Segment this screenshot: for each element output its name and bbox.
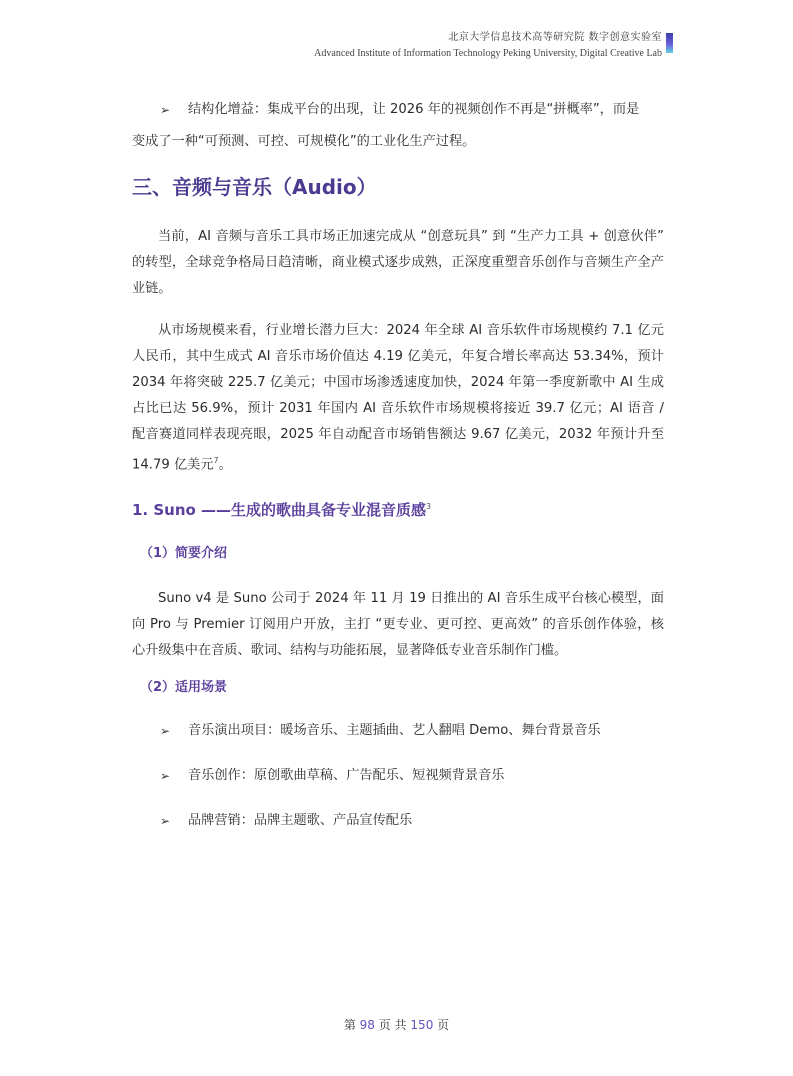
bullet-arrow-icon: ➢	[160, 814, 171, 828]
header-accent-bar	[666, 33, 673, 53]
bullet-arrow-icon: ➢	[160, 724, 171, 738]
subsection-title-text: 1. Suno ——生成的歌曲具备专业混音质感	[132, 501, 427, 519]
paragraph-2-text: 从市场规模来看，行业增长潜力巨大：2024 年全球 AI 音乐软件市场规模约 7.1 亿元人民币，其中生成式 AI 音乐市场价值达 4.19 亿美元，年复合增长率高达 53.34%，预计 2034 年将突破 225.7 亿美元；中国市场渗透速度加快，2024 年第一季度新歌中 AI 生成占比已达 56.9%，预计 2031 年国内 AI 音乐软件市场规模将接近 39.7 亿元；AI 语音 / 配音赛道同样表现亮眼，2025 年自动配音市场销售额达 9.67 亿美元，2032 年预计升至 14.79 亿美元	[132, 323, 664, 473]
scenes-heading: （2）适用场景	[140, 680, 228, 695]
top-bullet-line1: 结构化增益：集成平台的出现，让 2026 年的视频创作不再是“拼概率”，而是	[188, 102, 640, 117]
bullet-arrow-icon: ➢	[160, 103, 171, 117]
top-bullet-line2: 变成了一种“可预测、可控、可规模化”的工业化生产过程。	[132, 134, 476, 149]
subsection-title	[132, 497, 431, 520]
paragraph-2-end: 。	[218, 457, 232, 473]
scene-item	[160, 808, 412, 834]
intro-heading: （1）简要介绍	[140, 546, 228, 561]
footnote-ref: 7	[213, 456, 219, 465]
section-title: 三、音频与音乐（Audio）	[132, 175, 377, 199]
paragraph-2	[132, 318, 664, 478]
footer-middle: 页 共	[378, 1018, 407, 1032]
footer-suffix: 页	[437, 1018, 450, 1032]
top-bullet-item	[132, 97, 664, 155]
intro-paragraph	[132, 586, 664, 664]
paragraph-1	[132, 224, 664, 302]
total-page-number: 150	[410, 1018, 434, 1032]
page-header	[314, 32, 662, 60]
header-institute-en: Advanced Institute of Information Technology Peking University, Digital Creative Lab	[314, 48, 662, 59]
scene-item-text: 音乐创作：原创歌曲草稿、广告配乐、短视频背景音乐	[188, 768, 505, 783]
paragraph-1-text: 当前，AI 音频与音乐工具市场正加速完成从 “创意玩具” 到 “生产力工具 + 创意伙伴” 的转型，全球竞争格局日趋清晰，商业模式逐步成熟，正深度重塑音乐创作与音频生产全产业链。	[132, 229, 664, 296]
scene-item-text: 品牌营销：品牌主题歌、产品宣传配乐	[188, 813, 413, 828]
header-institute-cn: 北京大学信息技术高等研究院 数字创意实验室	[448, 32, 662, 43]
intro-paragraph-text: Suno v4 是 Suno 公司于 2024 年 11 月 19 日推出的 AI 音乐生成平台核心模型，面向 Pro 与 Premier 订阅用户开放，主打 “更专业、更可控、更高效” 的音乐创作体验，核心升级集中在音质、歌词、结构与功能拓展，显著降低专业音乐制作门槛。	[132, 591, 664, 658]
subsection-footnote-ref: 3	[426, 502, 432, 511]
page-footer	[0, 1016, 793, 1033]
bullet-arrow-icon: ➢	[160, 769, 171, 783]
footer-prefix: 第	[343, 1018, 356, 1032]
current-page-number: 98	[359, 1018, 375, 1032]
scene-item	[160, 763, 505, 789]
scene-item-text: 音乐演出项目：暖场音乐、主题插曲、艺人翻唱 Demo、舞台背景音乐	[188, 723, 601, 738]
scene-item	[160, 718, 601, 744]
